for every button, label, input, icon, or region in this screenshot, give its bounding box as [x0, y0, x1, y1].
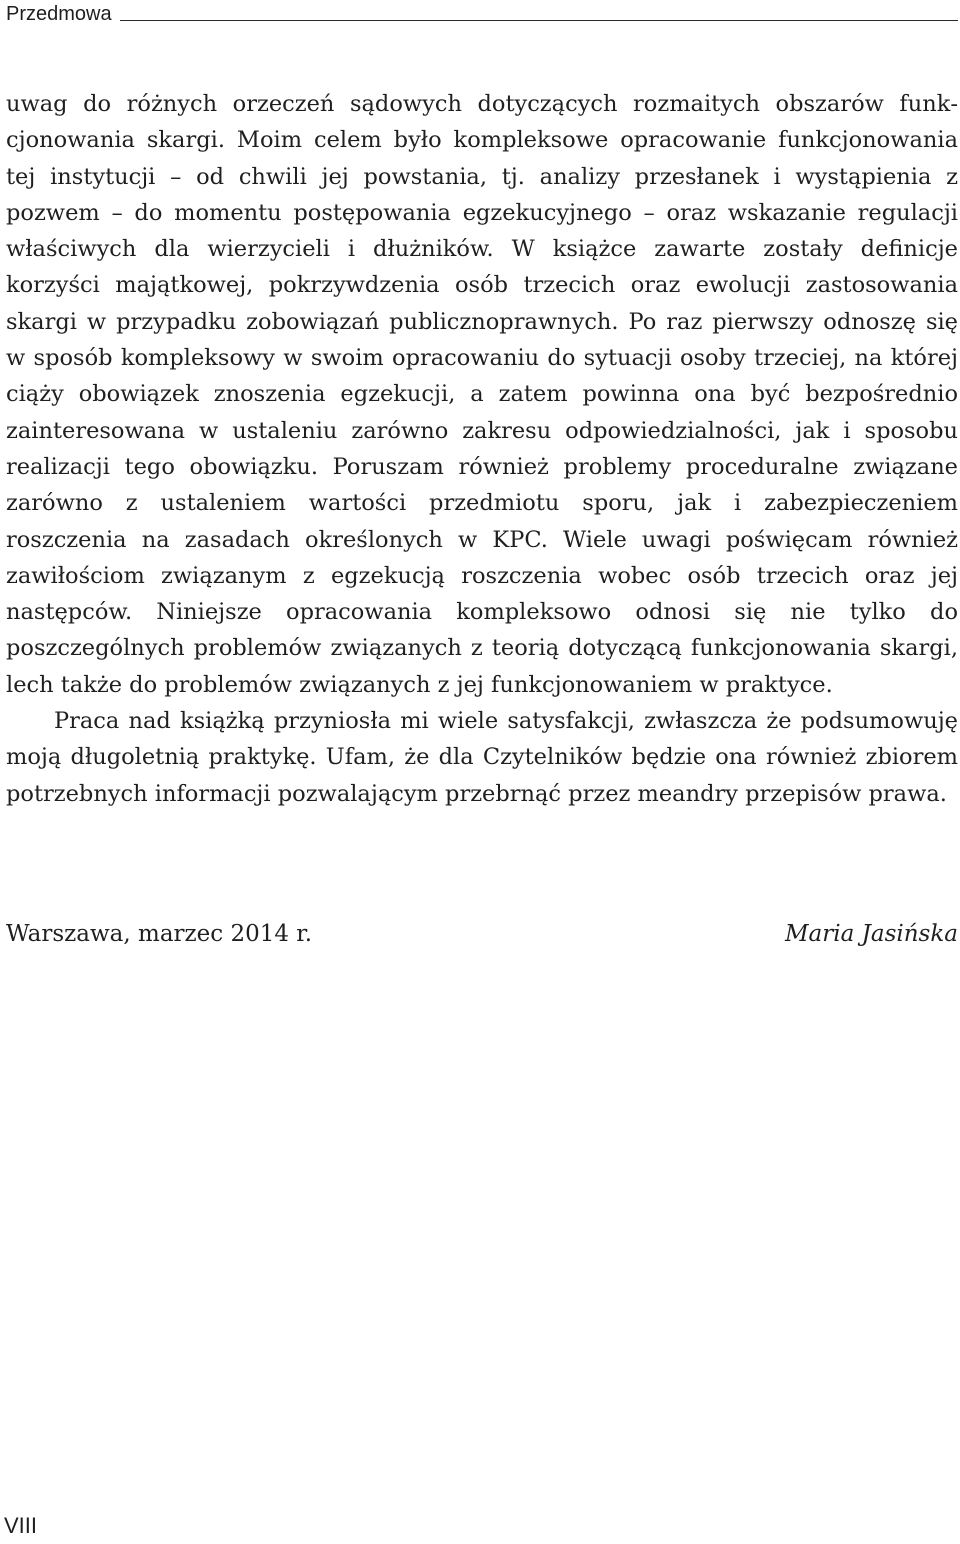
place-and-date: Warszawa, marzec 2014 r. [6, 921, 313, 947]
running-header [6, 2, 958, 26]
paragraph-1: uwag do różnych orzeczeń sądowych dotyczących rozmaitych obszarów funkcjonowania skargi. Moim celem było kompleksowe opracowanie funkcjonowania tej instytucji – od chwili jej powstania, tj. analizy przesłanek i wystąpienia z pozwem – do momentu postępowania egzekucyjnego – oraz wskazanie regulacji właściwych dla wierzycieli i dłużników. W książce zawarte zostały definicje korzyści majątkowej, pokrzywdzenia osób trzecich oraz ewolucji zastosowania skargi w przypadku zobowiązań publicznoprawnych. Po raz pierwszy odnoszę się w sposób kompleksowy w swoim opracowaniu do sytuacji osoby trzeciej, na której ciąży obowiązek znoszenia egzekucji, a zatem powinna ona być bezpośrednio zainteresowana w ustaleniu zarówno zakresu odpowiedzialności, jak i sposobu realizacji tego obowiązku. Poruszam również problemy proceduralne związane zarówno z ustaleniem wartości przedmiotu sporu, jak i zabezpieczeniem roszczenia na zasadach określonych w KPC. Wiele uwagi poświęcam również zawiłościom związanym z egzekucją roszczenia wobec osób trzecich oraz jej następców. Niniejsze opracowania kompleksowo odnosi się nie tylko do poszczególnych problemów związanych z teorią dotyczącą funkcjonowania skargi, lech także do problemów związanych z jej funkcjonowaniem w praktyce. [6, 91, 958, 698]
header-rule [120, 20, 958, 21]
running-header-title: Przedmowa [6, 3, 112, 25]
page-number: VIII [4, 1513, 38, 1538]
signature-block [6, 916, 958, 952]
author-name: Maria Jasińska [785, 921, 958, 947]
main-text [6, 86, 958, 812]
paragraph-2: Praca nad książką przyniosła mi wiele satysfakcji, zwłaszcza że podsumowuję moją długoletnią praktykę. Ufam, że dla Czytelników będzie ona również zbiorem potrzebnych informacji pozwalającym przebrnąć przez meandry przepisów prawa. [6, 708, 958, 807]
